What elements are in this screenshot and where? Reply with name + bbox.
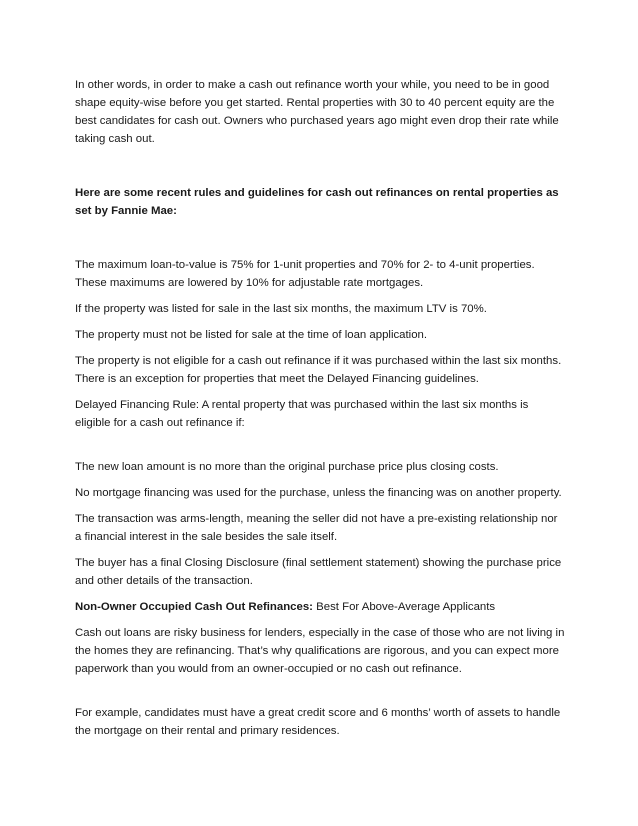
intro-paragraph: In other words, in order to make a cash out refinance worth your while, you need to be in good shape equity-wise before you get started. Rental properties with 30 to 40 percent equity are the best candidates for cash out. Owners who purchased years ago might even drop their rate while taking cash out. bbox=[75, 79, 559, 145]
ltv-paragraph: The maximum loan-to-value is 75% for 1-unit properties and 70% for 2- to 4-unit properties. These maximums are lowered by 10% for adjustable rate mortgages. bbox=[75, 259, 535, 289]
no-mortgage-paragraph: No mortgage financing was used for the purchase, unless the financing was on another property. bbox=[75, 487, 562, 499]
arms-length-paragraph: The transaction was arms-length, meaning the seller did not have a pre-existing relationship nor a financial interest in the sale besides the sale itself. bbox=[75, 513, 558, 543]
delayed-financing-rule-paragraph: Delayed Financing Rule: A rental property that was purchased within the last six months is eligible for a cash out refinance if: bbox=[75, 399, 529, 429]
new-loan-amount-paragraph: The new loan amount is no more than the original purchase price plus closing costs. bbox=[75, 461, 499, 473]
non-owner-occupied-heading: Non-Owner Occupied Cash Out Refinances: bbox=[75, 601, 313, 613]
listed-six-months-paragraph: If the property was listed for sale in the last six months, the maximum LTV is 70%. bbox=[75, 303, 487, 315]
example-paragraph: For example, candidates must have a great credit score and 6 months’ worth of assets to handle the mortgage on their rental and primary residences. bbox=[75, 707, 561, 737]
rules-heading: Here are some recent rules and guidelines for cash out refinances on rental properties as set by Fannie Mae: bbox=[75, 187, 559, 217]
document-body bbox=[75, 76, 565, 748]
closing-disclosure-paragraph: The buyer has a final Closing Disclosure (final settlement statement) showing the purchase price and other details of the transaction. bbox=[75, 557, 562, 587]
not-eligible-paragraph: The property is not eligible for a cash out refinance if it was purchased within the last six months. There is an exception for properties that meet the Delayed Financing guidelines. bbox=[75, 355, 562, 385]
non-owner-occupied-subtitle: Best For Above-Average Applicants bbox=[312, 601, 496, 613]
risky-business-paragraph: Cash out loans are risky business for lenders, especially in the case of those who are not living in the homes they are refinancing. That’s why qualifications are rigorous, and you can expect more paperwork than you would from an owner-occupied or no cash out refinance. bbox=[75, 627, 565, 675]
non-owner-occupied-section bbox=[75, 598, 565, 616]
not-listed-paragraph: The property must not be listed for sale at the time of loan application. bbox=[75, 329, 428, 341]
